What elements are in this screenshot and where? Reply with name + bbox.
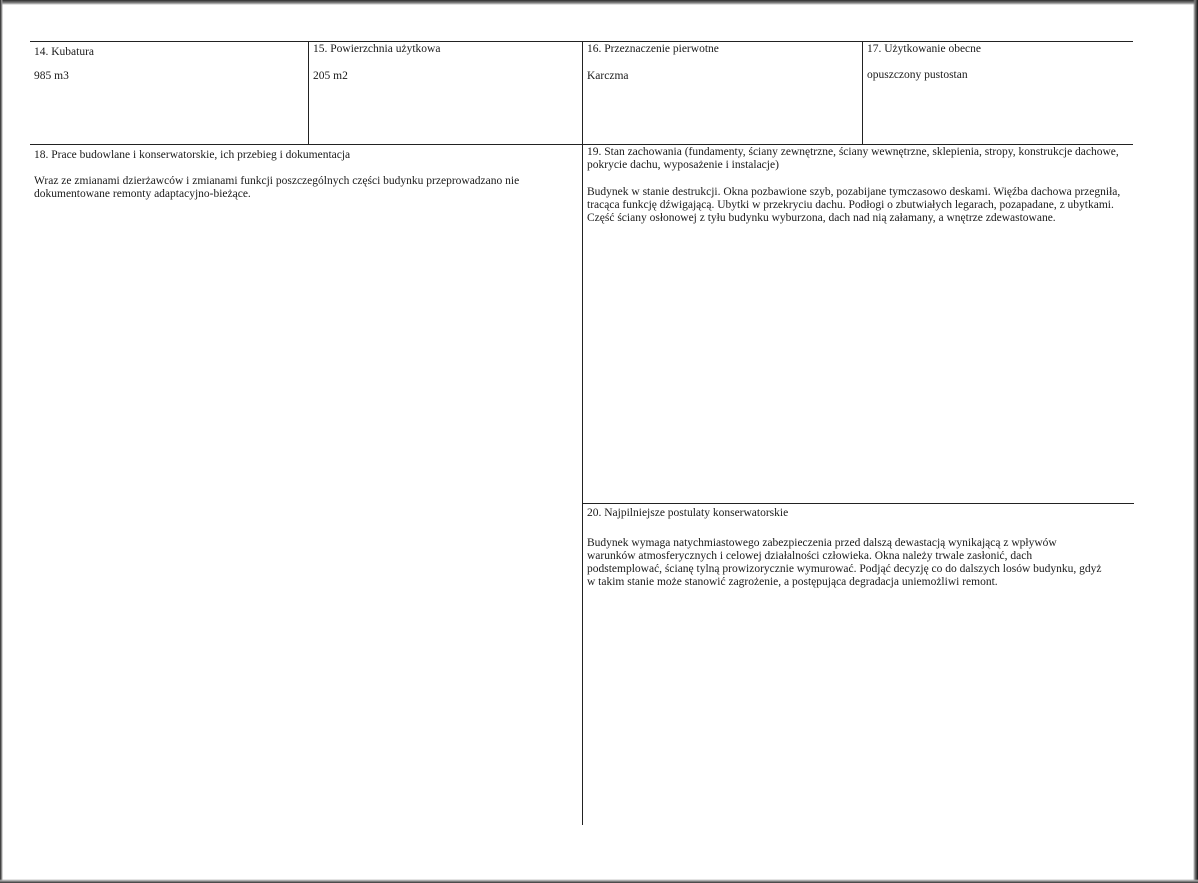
- field-label: 17. Użytkowanie obecne: [867, 43, 982, 55]
- field-value: opuszczony pustostan: [867, 69, 968, 81]
- field-value: Karczma: [587, 70, 629, 82]
- scan-edge-bottom: [0, 879, 1198, 883]
- divider-16-17: [862, 41, 863, 145]
- field-text: Wraz ze zmianami dzierżawców i zmianami funkcji poszczególnych części budynku przeprowadzano nie dokumentowane remonty adaptacyjno-bieżące.: [34, 175, 520, 200]
- scan-edge-top: [0, 0, 1198, 5]
- scan-edge-left: [0, 0, 3, 883]
- cell-19-20-divider: [582, 503, 1134, 504]
- scan-edge-right: [1193, 0, 1198, 883]
- divider-14-15: [308, 41, 309, 145]
- field-label: 20. Najpilniejsze postulaty konserwatorskie: [587, 507, 789, 519]
- field-text: Budynek w stanie destrukcji. Okna pozbawione szyb, pozabijane tymczasowo deskami. Więźba dachowa przegniła, tracąca funkcję dźwigającą. Ubytki w przekryciu dachu. Podłogi o zbutwiałych legarach, pozapadane, z ubytkami. Część ściany osłonowej z tyłu budynku wyburzona, dach nad nią załamany, a wnętrze zdewastowane.: [587, 186, 1121, 224]
- field-text: Budynek wymaga natychmiastowego zabezpieczenia przed dalszą dewastacją wynikającą z wpływów warunków atmosferycznych i celowej działalności człowieka. Okna należy trwale zasłonić, dach podstemplować, ścianę tylną prowizorycznie wymurować. Podjąć decyzję co do dalszych losów budynku, gdyż w takim stanie może stanowić zagrożenie, a postępująca degradacja uniemożliwi remont.: [587, 537, 1102, 588]
- field-value: 205 m2: [313, 70, 348, 82]
- field-label: 18. Prace budowlane i konserwatorskie, ich przebieg i dokumentacja: [34, 149, 351, 161]
- field-label: 15. Powierzchnia użytkowa: [313, 43, 441, 55]
- field-value: 985 m3: [34, 70, 69, 82]
- divider-15-16: [582, 41, 583, 825]
- field-label: 19. Stan zachowania (fundamenty, ściany zewnętrzne, ściany wewnętrzne, sklepienia, stropy, konstrukcje dachowe, pokrycie dachu, wyposażenie i instalacje): [587, 146, 1119, 171]
- field-label: 16. Przeznaczenie pierwotne: [587, 43, 719, 55]
- field-label: 14. Kubatura: [34, 46, 95, 58]
